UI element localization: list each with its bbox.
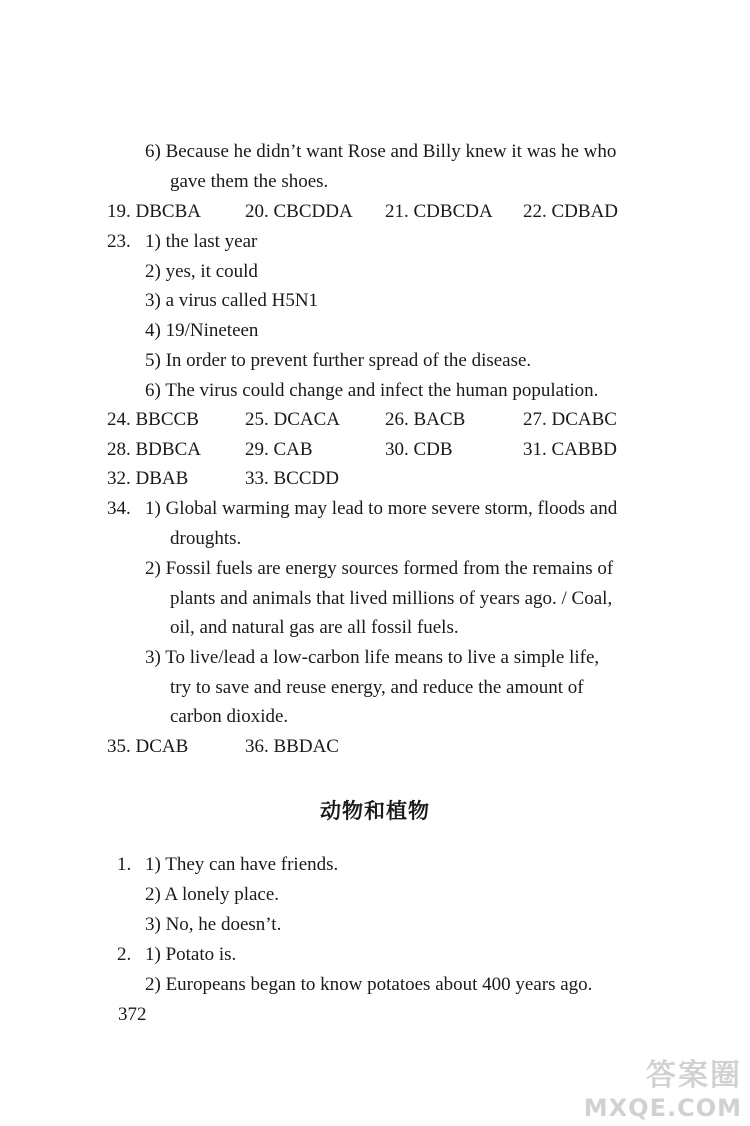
answer-36: 36. BBDAC <box>245 736 339 757</box>
q34-item1-line2: droughts. <box>170 528 242 549</box>
page-number: 372 <box>118 1004 147 1025</box>
answer-35: 35. DCAB <box>107 736 189 757</box>
answer-32: 32. DBAB <box>107 468 189 489</box>
answer-29: 29. CAB <box>245 439 313 460</box>
q34-item2-line1: 2) Fossil fuels are energy sources formed from the remains of <box>145 558 614 579</box>
answer-33: 33. BCCDD <box>245 468 339 489</box>
q34-label: 34. <box>107 498 131 519</box>
q23-item2: 2) yes, it could <box>145 261 258 282</box>
q23-item1: 1) the last year <box>145 231 258 252</box>
s2-item1: 1) Potato is. <box>145 944 237 965</box>
q23-item3: 3) a virus called H5N1 <box>145 290 319 311</box>
s1-item1: 1) They can have friends. <box>145 854 339 875</box>
q34-item3-line2: try to save and reuse energy, and reduce the amount of <box>170 677 584 698</box>
answer-24: 24. BBCCB <box>107 409 199 430</box>
answer-26: 26. BACB <box>385 409 466 430</box>
q34-item2-line2: plants and animals that lived millions of years ago. / Coal, <box>170 588 613 609</box>
q23-label: 23. <box>107 231 131 252</box>
answer-21: 21. CDBCDA <box>385 201 493 222</box>
s1-item2: 2) A lonely place. <box>145 884 280 905</box>
q23-item5: 5) In order to prevent further spread of the disease. <box>145 350 532 371</box>
q34-item3-line3: carbon dioxide. <box>170 706 289 727</box>
answer-25: 25. DCACA <box>245 409 341 430</box>
q18-item6-line2: gave them the shoes. <box>170 171 329 192</box>
s2-item2: 2) Europeans began to know potatoes about 400 years ago. <box>145 974 593 995</box>
answer-27: 27. DCABC <box>523 409 617 430</box>
q23-item6: 6) The virus could change and infect the human population. <box>145 380 599 401</box>
q34-item2-line3: oil, and natural gas are all fossil fuels. <box>170 617 459 638</box>
watermark-logo: 答案圈 <box>646 1058 742 1093</box>
watermark-site: MXQE.COM <box>583 1094 742 1122</box>
s1-label: 1. <box>117 854 132 875</box>
q23-item4: 4) 19/Nineteen <box>145 320 259 341</box>
answer-28: 28. BDBCA <box>107 439 201 460</box>
watermark <box>584 1050 742 1122</box>
s2-label: 2. <box>117 944 132 965</box>
q18-item6-line1: 6) Because he didn’t want Rose and Billy knew it was he who <box>145 141 617 162</box>
answer-31: 31. CABBD <box>523 439 617 460</box>
s1-item3: 3) No, he doesn’t. <box>145 914 282 935</box>
answer-20: 20. CBCDDA <box>245 201 353 222</box>
answer-19: 19. DBCBA <box>107 201 201 222</box>
q34-item1-line1: 1) Global warming may lead to more severe storm, floods and <box>145 498 618 519</box>
section-title: 动物和植物 <box>320 799 430 823</box>
answer-30: 30. CDB <box>385 439 453 460</box>
q34-item3-line1: 3) To live/lead a low-carbon life means to live a simple life, <box>145 647 600 668</box>
answer-22: 22. CDBAD <box>523 201 619 222</box>
